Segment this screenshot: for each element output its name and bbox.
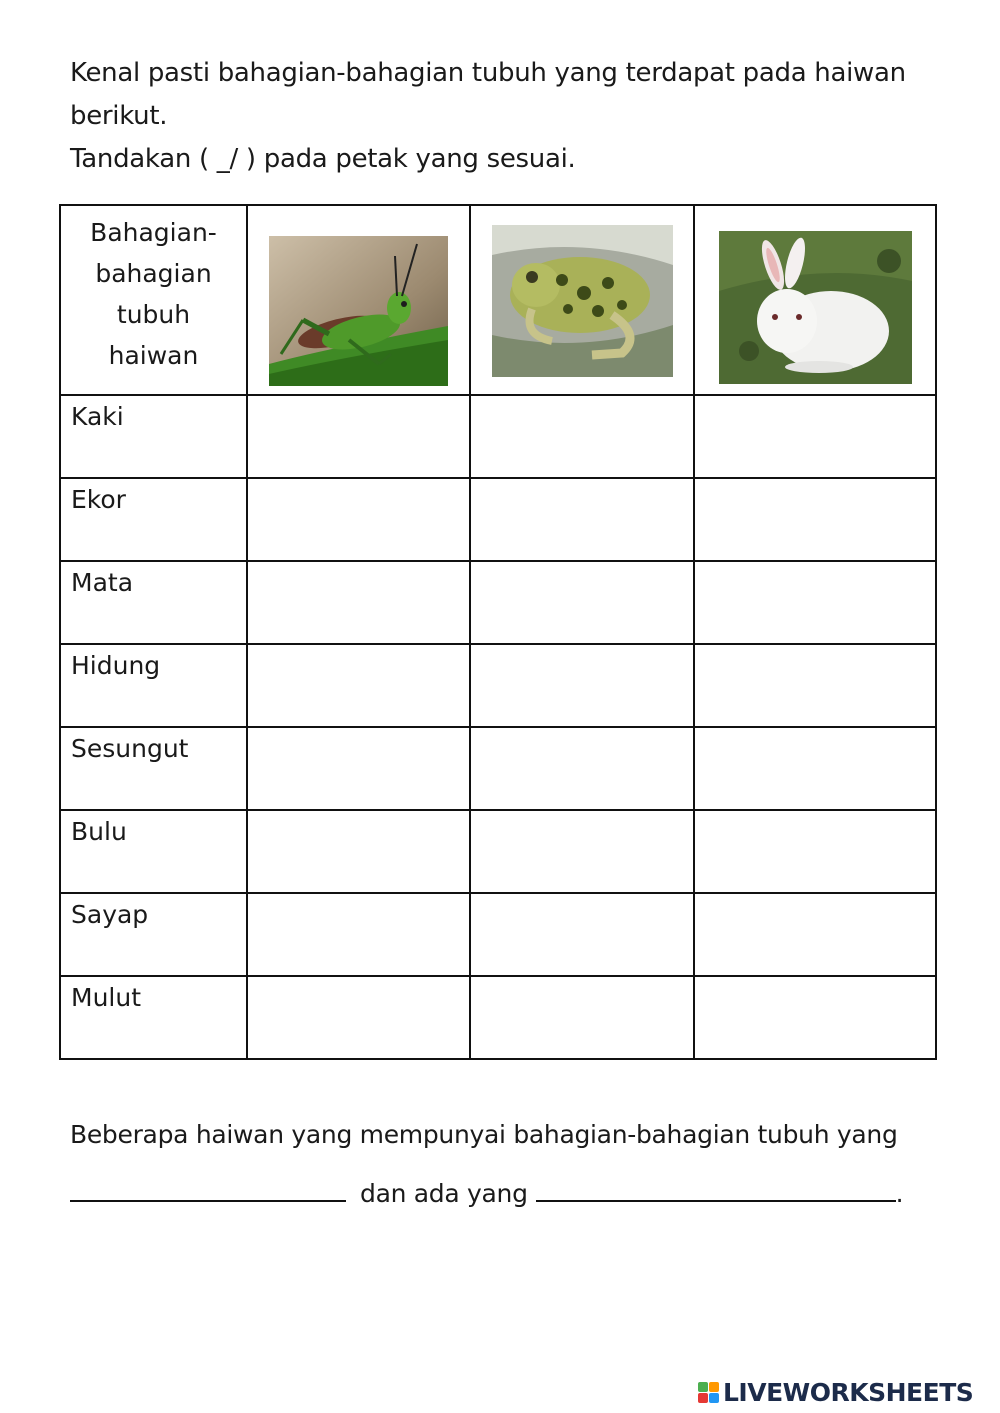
table-row bbox=[60, 893, 936, 976]
instruction-line-2: berikut. bbox=[70, 101, 168, 131]
instruction-line-1: Kenal pasti bahagian-bahagian tubuh yang terdapat pada haiwan bbox=[70, 58, 906, 88]
tick-cell-mulut-frog[interactable] bbox=[471, 977, 693, 1058]
summary-middle-text: dan ada yang bbox=[360, 1179, 528, 1208]
row-label-hidung: Hidung bbox=[71, 651, 161, 680]
row-label-kaki: Kaki bbox=[71, 402, 124, 431]
table-row bbox=[60, 395, 936, 478]
header-frog-cell bbox=[470, 205, 694, 395]
summary-end-text: . bbox=[895, 1179, 904, 1208]
tick-cell-hidung-rabbit[interactable] bbox=[695, 645, 935, 726]
liveworksheets-text: LIVEWORKSHEETS bbox=[723, 1377, 974, 1407]
summary-line-2 bbox=[70, 1179, 950, 1208]
header-label: Bahagian- bahagian tubuh haiwan bbox=[90, 218, 217, 370]
summary-line-1: Beberapa haiwan yang mempunyai bahagian-bahagian tubuh yang bbox=[70, 1120, 898, 1149]
row-label-sayap: Sayap bbox=[71, 900, 149, 929]
tick-cell-mata-grasshopper[interactable] bbox=[248, 562, 469, 643]
table-header-row bbox=[60, 205, 936, 395]
tick-cell-sesungut-frog[interactable] bbox=[471, 728, 693, 809]
answer-blank-2[interactable] bbox=[536, 1180, 896, 1202]
table-row bbox=[60, 810, 936, 893]
instruction-line-3: Tandakan ( _/ ) pada petak yang sesuai. bbox=[70, 144, 576, 174]
instructions bbox=[70, 52, 940, 181]
table-row bbox=[60, 478, 936, 561]
tick-cell-mulut-rabbit[interactable] bbox=[695, 977, 935, 1058]
tick-cell-ekor-rabbit[interactable] bbox=[695, 479, 935, 560]
answer-blank-1[interactable] bbox=[70, 1180, 346, 1202]
liveworksheets-logo bbox=[698, 1378, 973, 1406]
header-grasshopper-cell bbox=[247, 205, 470, 395]
tick-cell-mata-frog[interactable] bbox=[471, 562, 693, 643]
tick-cell-ekor-frog[interactable] bbox=[471, 479, 693, 560]
grasshopper-image bbox=[269, 236, 448, 386]
summary bbox=[70, 1120, 950, 1208]
tick-cell-kaki-grasshopper[interactable] bbox=[248, 396, 469, 477]
tick-cell-kaki-rabbit[interactable] bbox=[695, 396, 935, 477]
tick-cell-ekor-grasshopper[interactable] bbox=[248, 479, 469, 560]
tick-cell-sesungut-rabbit[interactable] bbox=[695, 728, 935, 809]
row-label-mulut: Mulut bbox=[71, 983, 142, 1012]
tick-cell-bulu-frog[interactable] bbox=[471, 811, 693, 892]
tick-cell-bulu-rabbit[interactable] bbox=[695, 811, 935, 892]
tick-cell-sayap-frog[interactable] bbox=[471, 894, 693, 975]
tick-cell-hidung-grasshopper[interactable] bbox=[248, 645, 469, 726]
liveworksheets-icon bbox=[698, 1382, 719, 1403]
tick-cell-mata-rabbit[interactable] bbox=[695, 562, 935, 643]
tick-cell-sayap-rabbit[interactable] bbox=[695, 894, 935, 975]
rabbit-image bbox=[719, 231, 912, 384]
header-rabbit-cell bbox=[694, 205, 936, 395]
tick-cell-kaki-frog[interactable] bbox=[471, 396, 693, 477]
tick-cell-mulut-grasshopper[interactable] bbox=[248, 977, 469, 1058]
table-row bbox=[60, 561, 936, 644]
tick-cell-sesungut-grasshopper[interactable] bbox=[248, 728, 469, 809]
table-row bbox=[60, 976, 936, 1059]
tick-cell-bulu-grasshopper[interactable] bbox=[248, 811, 469, 892]
row-label-mata: Mata bbox=[71, 568, 134, 597]
row-label-sesungut: Sesungut bbox=[71, 734, 189, 763]
frog-image bbox=[492, 225, 673, 377]
table-row bbox=[60, 727, 936, 810]
table-row bbox=[60, 644, 936, 727]
body-parts-table bbox=[59, 204, 937, 1060]
tick-cell-sayap-grasshopper[interactable] bbox=[248, 894, 469, 975]
header-label-cell bbox=[60, 205, 247, 395]
row-label-ekor: Ekor bbox=[71, 485, 126, 514]
row-label-bulu: Bulu bbox=[71, 817, 127, 846]
tick-cell-hidung-frog[interactable] bbox=[471, 645, 693, 726]
